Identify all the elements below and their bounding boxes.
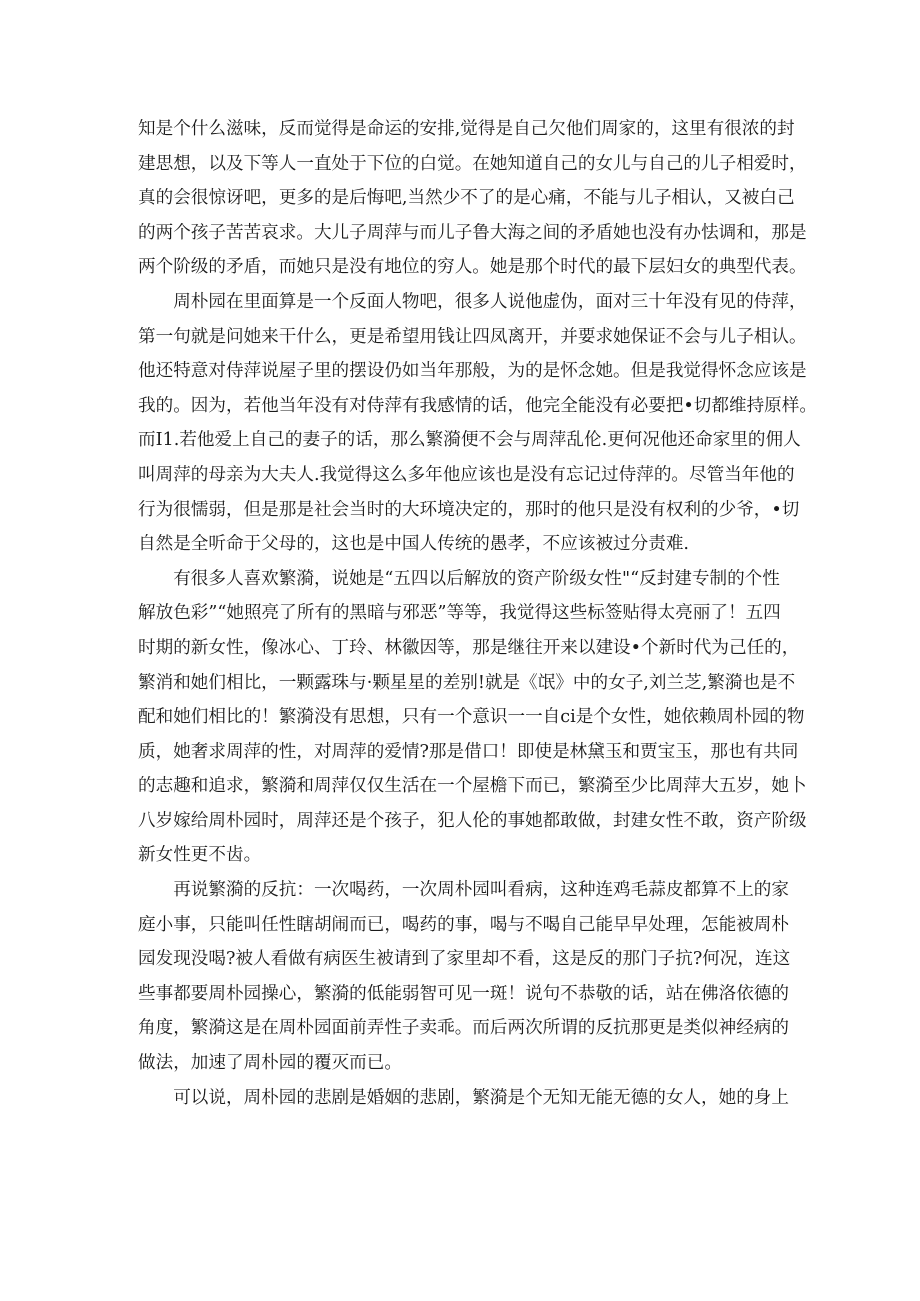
text-line: 他还特意对侍萍说屋子里的摆设仍如当年那般，为的是怀念她。但是我觉得怀念应该是 [138,361,807,382]
paragraph [138,285,817,562]
paragraph [138,1081,789,1116]
text-line: 的志趣和追求，繁漪和周萍仅仅生活在一个屋檐下而已，繁漪至少比周萍大五岁，她卜 [138,776,807,797]
text-line: 些事都要周朴园操心，繁漪的低能弱智可见一斑！说句不恭敬的话，站在佛洛依德的 [138,983,789,1004]
text-line: 庭小事，只能叫任性瞎胡闹而已，喝药的事，喝与不喝自己能早早处理，怎能被周朴 [138,914,789,935]
text-line: 有很多人喜欢繁漪，说她是“五四以后解放的资产阶级女性"“反封建专制的个性 [138,568,780,589]
text-line: 时期的新女性，像冰心、丁玲、林徽因等，那是继往开来以建设•个新时代为己任的， [138,637,800,658]
paragraph [138,562,807,873]
text-line: 真的会很惊讶吧，更多的是后悔吧,当然少不了的是心痛，不能与儿子相认，又被白己 [138,188,795,209]
document-body [138,112,817,1115]
text-line: 建思想，以及下等人一直处于下位的白觉。在她知道自己的女儿与自己的儿子相爱时， [138,153,807,174]
text-line: 繁消和她们相比，一颗露珠与·颗星星的差别!就是《氓》中的女子,刘兰芝,繁漪也是不 [138,672,796,693]
text-line: 行为很懦弱，但是那是社会当时的大环境决定的，那时的他只是没有权利的少爷，•切 [138,499,800,520]
text-line: 配和她们相比的！繁漪没有思想，只有一个意识一一自ci是个女性，她依赖周朴园的物 [138,707,805,728]
paragraph [138,873,791,1081]
text-line: 自然是全听命于父母的，这也是中国人传统的愚孝，不应该被过分责难. [138,534,690,555]
text-line: 新女性更不齿。 [138,845,262,866]
text-line: 两个阶级的矛盾，而她只是没有地位的穷人。她是那个时代的最下层妇女的典型代表。 [138,257,807,278]
text-line: 的两个孩子苦苦哀求。大儿子周萍与而儿子鲁大海之间的矛盾她也没有办怯调和，那是 [138,222,807,243]
text-line: 质，她奢求周萍的性，对周萍的爱情?那是借口！即使是林黛玉和贾宝玉，那也有共同 [138,741,799,762]
text-line: 知是个什么滋味，反而觉得是命运的安排,觉得是自己欠他们周家的，这里有很浓的封 [138,119,795,139]
text-line: 做法，加速了周朴园的覆灭而已。 [138,1053,402,1074]
text-line: 叫周萍的母亲为大夫人.我觉得这么多年他应该也是没有忘记过侍萍的。尽管当年他的 [138,464,795,485]
text-line: 我的。因为，若他当年没有对侍萍有我感情的话，他完全能没有必要把•切都维持原样。 [138,395,817,416]
text-line: 周朴园在里面算是一个反面人物吧，很多人说他虚伪，面对三十年没有见的侍萍， [138,291,807,312]
text-line: 八岁嫁给周朴园时，周萍还是个孩子，犯人伦的事她都敢做，封建女性不敢，资产阶级 [138,810,807,831]
text-line: 解放色彩”“她照亮了所有的黑暗与邪恶”等等，我觉得这些标签贴得太亮丽了！五四 [138,603,781,624]
text-line: 角度，繁漪这是在周朴园面前弄性子卖乖。而后两次所谓的反抗那更是类似神经病的 [138,1018,789,1039]
text-line: 再说繁漪的反抗：一次喝药，一次周朴园叫看病，这种连鸡毛蒜皮都算不上的家 [138,880,789,901]
text-line: 园发现没喝?被人看做有病医生被请到了家里却不看，这是反的那门子抗?何况，连这 [138,949,791,970]
paragraph [138,112,807,285]
text-line: 可以说，周朴园的悲剧是婚姻的悲剧，繁漪是个无知无能无德的女人，她的身上 [138,1087,789,1108]
text-line: 而I1.若他爱上自己的妻子的话，那么繁漪便不会与周萍乱伦.更何况他还命家里的佣人 [138,430,801,451]
text-line: 第一句就是问她来干什么，更是希望用钱让四凤离开，并要求她保证不会与儿子相认。 [138,326,807,347]
